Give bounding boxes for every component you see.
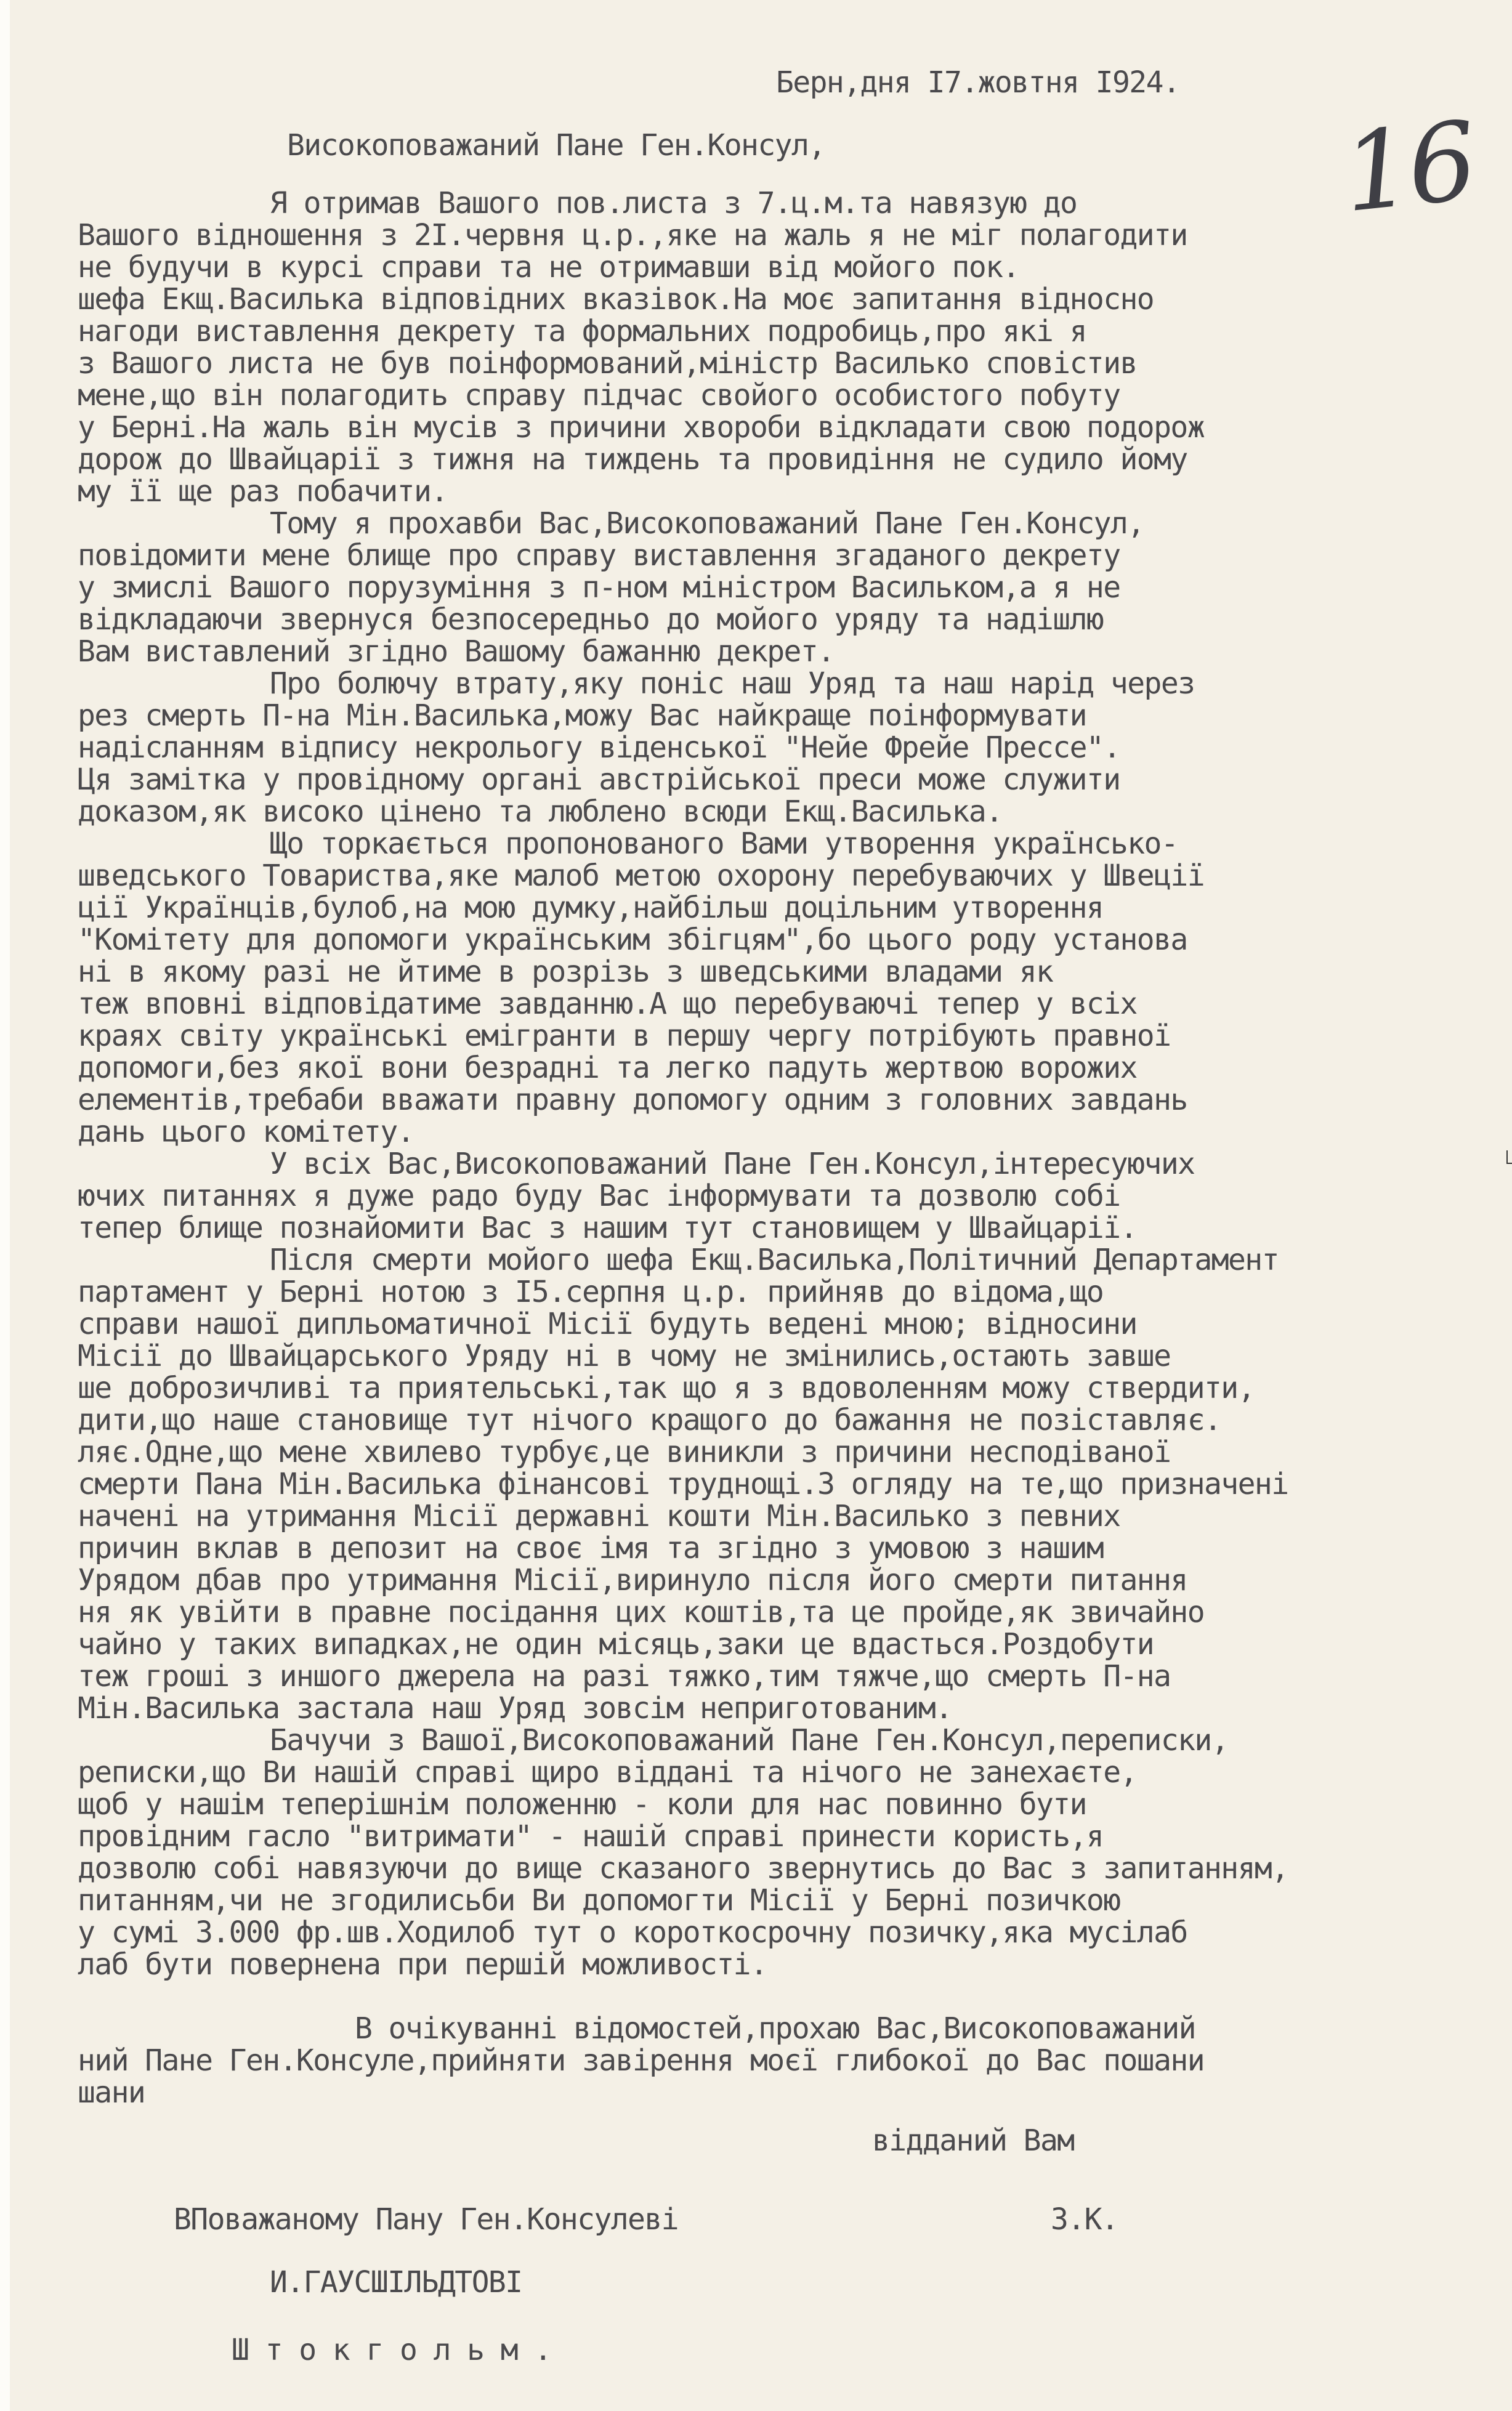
- body-line: Після смерти мойого шефа Екщ.Василька,Політичний Департамент: [270, 1243, 1279, 1277]
- body-line: дити,що наше становище тут нічого кращого до бажання не позіставляє.: [78, 1403, 1221, 1437]
- body-line: у сумі 3.000 фр.шв.Ходилоб тут о короткосрочну позичку,яка мусілаб: [78, 1915, 1187, 1950]
- body-line: Тому я прохавби Вас,Високоповажаний Пане Ген.Консул,: [270, 506, 1144, 541]
- body-line: ше доброзичливі та приятельські,так що я з вдоволенням можу ствердити,: [78, 1371, 1255, 1405]
- body-line: рез смерть П-на Мін.Василька,можу Вас найкраще поінформувати: [78, 698, 1086, 733]
- body-line: партамент у Берні нотою з I5.серпня ц.р. прийняв до відома,що: [78, 1275, 1104, 1309]
- sign-off: відданий Вам: [872, 2123, 1074, 2158]
- addressee-name: И.ГАУСШІЛЬДТОВІ: [270, 2265, 522, 2300]
- body-line: "Комітету для допомоги українським збігцям",бо цього роду установа: [78, 923, 1187, 957]
- salutation: Високоповажаний Пане Ген.Консул,: [287, 128, 825, 163]
- body-line: Вашого відношення з 2I.червня ц.р.,яке на жаль я не міг полагодити: [78, 218, 1187, 252]
- body-line: провідним гасло "витримати" - нашій справі принести користь,я: [78, 1819, 1104, 1854]
- body-line: не будучи в курсі справи та не отримавши від мойого пок.: [78, 250, 1019, 285]
- body-line: У всіх Вас,Високоповажаний Пане Ген.Консул,інтересуючих: [270, 1147, 1195, 1181]
- body-line: лаб бути повернена при першій можливості.: [78, 1947, 767, 1982]
- addressee-line: ВПоважаному Пану Ген.Консулеві: [174, 2202, 678, 2237]
- closing-line: ний Пане Ген.Консуле,прийняти завірення моєї глибокої до Вас пошани: [78, 2043, 1204, 2078]
- closing-line: шани: [78, 2075, 145, 2110]
- body-line: мене,що він полагодить справу підчас свойого особистого побуту: [78, 378, 1120, 413]
- body-line: шефа Екщ.Василька відповідних вказівок.На моє запитання відносно: [78, 282, 1154, 317]
- body-line: Урядом дбав про утримання Місії,виринуло після його смерти питання: [78, 1563, 1187, 1597]
- body-line: Мін.Василька застала наш Уряд зовсім неприготованим.: [78, 1691, 952, 1726]
- body-line: у Берні.На жаль він мусів з причини хвороби відкладати свою подорож: [78, 410, 1204, 445]
- body-line: теж вповні відповідатиме завданню.А що перебуваючі тепер у всіх: [78, 987, 1137, 1021]
- place-date: Берн,дня I7.жовтня I924.: [776, 65, 1180, 100]
- body-line: реписки,що Ви нашій справі щиро віддані та нічого не занехаєте,: [78, 1755, 1137, 1790]
- body-line: тепер блище познайомити Вас з нашим тут становищем у Швайцарії.: [78, 1211, 1137, 1245]
- body-line: елементів,требаби вважати правну допомогу одним з головних завдань: [78, 1083, 1187, 1117]
- body-line: доказом,як високо цінено та люблено всюди Екщ.Василька.: [78, 794, 1003, 829]
- body-line: повідомити мене блище про справу виставлення згаданого декрету: [78, 538, 1120, 573]
- body-line: Що торкається пропонованого Вами утворення українсько-: [270, 826, 1178, 861]
- body-line: з Вашого листа не був поінформований,міністр Василько сповістив: [78, 346, 1137, 381]
- closing-line: В очікуванні відомостей,прохаю Вас,Високоповажаний: [355, 2011, 1195, 2046]
- body-line: чайно у таких випадках,не один місяць,заки це вдасться.Роздобути: [78, 1627, 1154, 1662]
- body-line: смерти Пана Мін.Василька фінансові труднощі.З огляду на те,що призначені: [78, 1467, 1288, 1501]
- city-line: Ш т о к г о л ь м .: [232, 2333, 551, 2367]
- body-line: дорож до Швайцарії з тижня на тиждень та провидіння не судило йому: [78, 442, 1187, 477]
- body-line: ня як увійти в правне посідання цих коштів,та це пройде,як звичайно: [78, 1595, 1204, 1630]
- body-line: надісланням відпису некрольогу віденської "Нейе Фрейе Прессе".: [78, 730, 1120, 765]
- body-line: дозволю собі навязуючи до вище сказаного звернутись до Вас з запитанням,: [78, 1851, 1288, 1886]
- body-line: справи нашої дипльоматичної Місії будуть ведені мною; відносини: [78, 1307, 1137, 1341]
- body-line: щоб у нашім теперішнім положенню - коли для нас повинно бути: [78, 1787, 1086, 1822]
- body-line: ючих питаннях я дуже радо буду Вас інформувати та дозволю собі: [78, 1179, 1120, 1213]
- body-line: питанням,чи не згодилисьби Ви допомогти Місії у Берні позичкою: [78, 1883, 1120, 1918]
- margin-mark: [1506, 1150, 1512, 1164]
- body-line: му її ще раз побачити.: [78, 474, 448, 509]
- body-line: ції Українців,булоб,на мою думку,найбільш доцільним утворення: [78, 890, 1104, 925]
- body-line: у змислі Вашого порузуміння з п-ном міністром Васильком,а я не: [78, 570, 1120, 605]
- folio-number: 16: [1336, 99, 1479, 237]
- body-line: Про болючу втрату,яку поніс наш Уряд та наш нарід через: [270, 666, 1195, 701]
- body-line: допомоги,без якої вони безрадні та легко падуть жертвою ворожих: [78, 1051, 1137, 1085]
- body-line: краях світу українські емігранти в першу чергу потрібують правної: [78, 1019, 1171, 1053]
- letter-page: [10, 0, 1512, 2411]
- body-line: причин вклав в депозит на своє імя та згідно з умовою з нашим: [78, 1531, 1104, 1565]
- body-line: Я отримав Вашого пов.листа з 7.ц.м.та навязую до: [270, 186, 1077, 220]
- body-line: Місії до Швайцарського Уряду ні в чому не змінились,остають завше: [78, 1339, 1171, 1373]
- body-line: відкладаючи звернуся безпосередньо до мойого уряду та надішлю: [78, 602, 1104, 637]
- paper-edge: [0, 0, 10, 2411]
- body-line: ляє.Одне,що мене хвилево турбує,це виникли з причини несподіваної: [78, 1435, 1171, 1469]
- body-line: шведського Товариства,яке малоб метою охорону перебуваючих у Швеції: [78, 858, 1204, 893]
- body-line: теж гроші з иншого джерела на разі тяжко,тим тяжче,що смерть П-на: [78, 1659, 1171, 1694]
- body-line: Бачучи з Вашої,Високоповажаний Пане Ген.Консул,переписки,: [270, 1723, 1229, 1758]
- body-line: Ця замітка у провідному органі австрійської преси може служити: [78, 762, 1120, 797]
- body-line: начені на утримання Місії державні кошти Мін.Василько з певних: [78, 1499, 1120, 1533]
- body-line: ні в якому разі не йтиме в розрізь з шведськими владами як: [78, 955, 1053, 989]
- initials-signature: З.К.: [1051, 2202, 1118, 2237]
- body-line: Вам виставлений згідно Вашому бажанню декрет.: [78, 634, 835, 669]
- body-line: дань цього комітету.: [78, 1115, 414, 1149]
- body-line: нагоди виставлення декрету та формальних подробиць,про які я: [78, 314, 1086, 349]
